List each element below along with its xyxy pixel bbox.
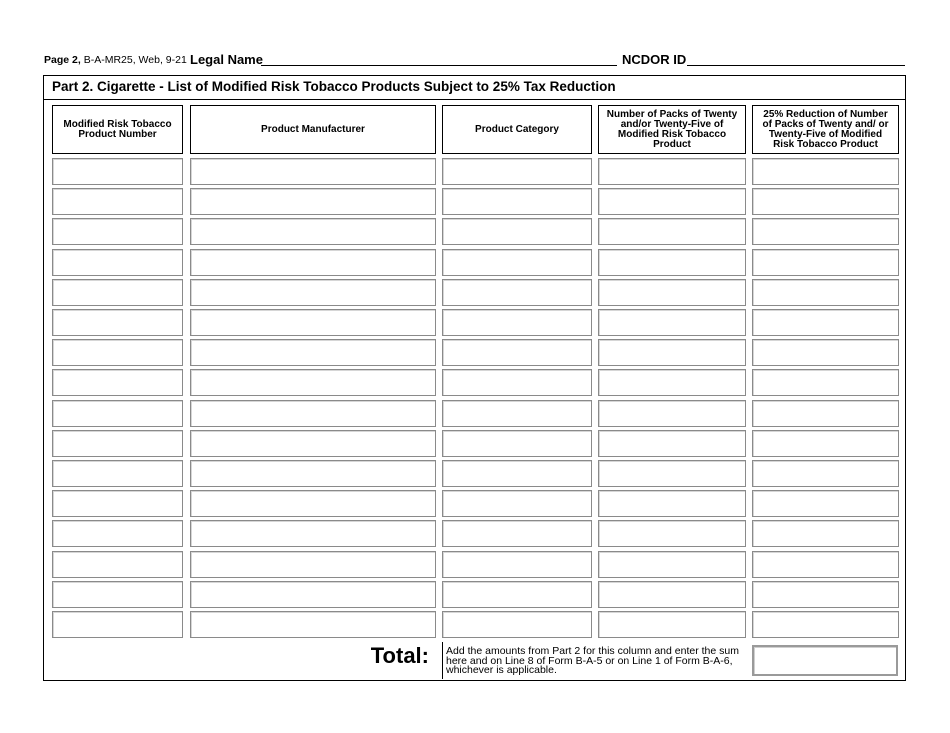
manufacturer-cell[interactable]	[190, 279, 436, 306]
pack-count-cell[interactable]	[598, 249, 746, 276]
category-cell[interactable]	[442, 218, 592, 245]
reduction-cell[interactable]	[752, 551, 899, 578]
reduction-cell[interactable]	[752, 611, 899, 638]
product-number-cell[interactable]	[52, 520, 183, 547]
reduction-cell[interactable]	[752, 249, 899, 276]
pack-count-cell[interactable]	[598, 188, 746, 215]
ncdor-id-field[interactable]	[687, 65, 905, 66]
category-cell[interactable]	[442, 188, 592, 215]
total-input[interactable]	[752, 645, 898, 676]
column-header-reduction: 25% Reduction of Number of Packs of Twenty and/ or Twenty-Five of Modified Risk Tobacco Product	[752, 105, 899, 154]
reduction-cell[interactable]	[752, 218, 899, 245]
product-number-cell[interactable]	[52, 158, 183, 185]
pack-count-cell[interactable]	[598, 581, 746, 608]
pack-count-cell[interactable]	[598, 309, 746, 336]
pack-count-cell[interactable]	[598, 551, 746, 578]
reduction-cell[interactable]	[752, 581, 899, 608]
product-number-cell[interactable]	[52, 339, 183, 366]
reduction-cell[interactable]	[752, 158, 899, 185]
form-id: B-A-MR25, Web, 9-21	[83, 54, 187, 66]
category-cell[interactable]	[442, 369, 592, 396]
reduction-cell[interactable]	[752, 430, 899, 457]
pack-count-cell[interactable]	[598, 339, 746, 366]
total-instructions: Add the amounts from Part 2 for this column and enter the sum here and on Line 8 of Form B-A-5 or on Line 1 of Form B-A-6, whichever is applicable.	[446, 645, 739, 676]
reduction-cell[interactable]	[752, 309, 899, 336]
product-number-cell[interactable]	[52, 581, 183, 608]
column-header-product-number: Modified Risk Tobacco Product Number	[52, 105, 183, 154]
manufacturer-cell[interactable]	[190, 400, 436, 427]
category-cell[interactable]	[442, 460, 592, 487]
product-number-cell[interactable]	[52, 490, 183, 517]
category-cell[interactable]	[442, 520, 592, 547]
category-cell[interactable]	[442, 490, 592, 517]
product-number-cell[interactable]	[52, 400, 183, 427]
column-header-manufacturer: Product Manufacturer	[190, 105, 436, 154]
manufacturer-cell[interactable]	[190, 339, 436, 366]
total-label: Total:	[370, 643, 429, 668]
manufacturer-cell[interactable]	[190, 520, 436, 547]
manufacturer-cell[interactable]	[190, 490, 436, 517]
column-header-pack-count: Number of Packs of Twenty and/or Twenty-Five of Modified Risk Tobacco Product	[598, 105, 746, 154]
pack-count-cell[interactable]	[598, 400, 746, 427]
part-title: Part 2. Cigarette - List of Modified Risk Tobacco Products Subject to 25% Tax Reduction	[44, 76, 905, 100]
reduction-cell[interactable]	[752, 490, 899, 517]
product-number-cell[interactable]	[52, 460, 183, 487]
manufacturer-cell[interactable]	[190, 369, 436, 396]
manufacturer-cell[interactable]	[190, 581, 436, 608]
reduction-cell[interactable]	[752, 400, 899, 427]
pack-count-cell[interactable]	[598, 430, 746, 457]
reduction-cell[interactable]	[752, 279, 899, 306]
manufacturer-cell[interactable]	[190, 551, 436, 578]
manufacturer-cell[interactable]	[190, 188, 436, 215]
category-cell[interactable]	[442, 339, 592, 366]
reduction-cell[interactable]	[752, 188, 899, 215]
category-cell[interactable]	[442, 400, 592, 427]
legal-name-field[interactable]	[261, 65, 617, 66]
reduction-cell[interactable]	[752, 369, 899, 396]
pack-count-cell[interactable]	[598, 158, 746, 185]
manufacturer-cell[interactable]	[190, 460, 436, 487]
reduction-cell[interactable]	[752, 339, 899, 366]
pack-count-cell[interactable]	[598, 460, 746, 487]
product-number-cell[interactable]	[52, 611, 183, 638]
pack-count-cell[interactable]	[598, 369, 746, 396]
pack-count-cell[interactable]	[598, 611, 746, 638]
category-cell[interactable]	[442, 551, 592, 578]
product-number-cell[interactable]	[52, 188, 183, 215]
legal-name-label: Legal Name	[190, 52, 263, 67]
pack-count-cell[interactable]	[598, 490, 746, 517]
product-number-cell[interactable]	[52, 430, 183, 457]
manufacturer-cell[interactable]	[190, 430, 436, 457]
pack-count-cell[interactable]	[598, 218, 746, 245]
category-cell[interactable]	[442, 581, 592, 608]
total-divider	[442, 642, 443, 679]
category-cell[interactable]	[442, 249, 592, 276]
pack-count-cell[interactable]	[598, 520, 746, 547]
manufacturer-cell[interactable]	[190, 249, 436, 276]
product-number-cell[interactable]	[52, 279, 183, 306]
part-2-section	[43, 75, 906, 681]
ncdor-id-label: NCDOR ID	[622, 52, 687, 67]
product-number-cell[interactable]	[52, 369, 183, 396]
page-number: Page 2, B-A-MR25, Web, 9-21	[44, 54, 187, 66]
column-header-category: Product Category	[442, 105, 592, 154]
category-cell[interactable]	[442, 279, 592, 306]
category-cell[interactable]	[442, 309, 592, 336]
product-number-cell[interactable]	[52, 249, 183, 276]
category-cell[interactable]	[442, 430, 592, 457]
manufacturer-cell[interactable]	[190, 158, 436, 185]
manufacturer-cell[interactable]	[190, 309, 436, 336]
reduction-cell[interactable]	[752, 520, 899, 547]
manufacturer-cell[interactable]	[190, 611, 436, 638]
product-number-cell[interactable]	[52, 218, 183, 245]
category-cell[interactable]	[442, 611, 592, 638]
page-header	[44, 53, 906, 69]
reduction-cell[interactable]	[752, 460, 899, 487]
manufacturer-cell[interactable]	[190, 218, 436, 245]
pack-count-cell[interactable]	[598, 279, 746, 306]
category-cell[interactable]	[442, 158, 592, 185]
product-number-cell[interactable]	[52, 309, 183, 336]
product-number-cell[interactable]	[52, 551, 183, 578]
